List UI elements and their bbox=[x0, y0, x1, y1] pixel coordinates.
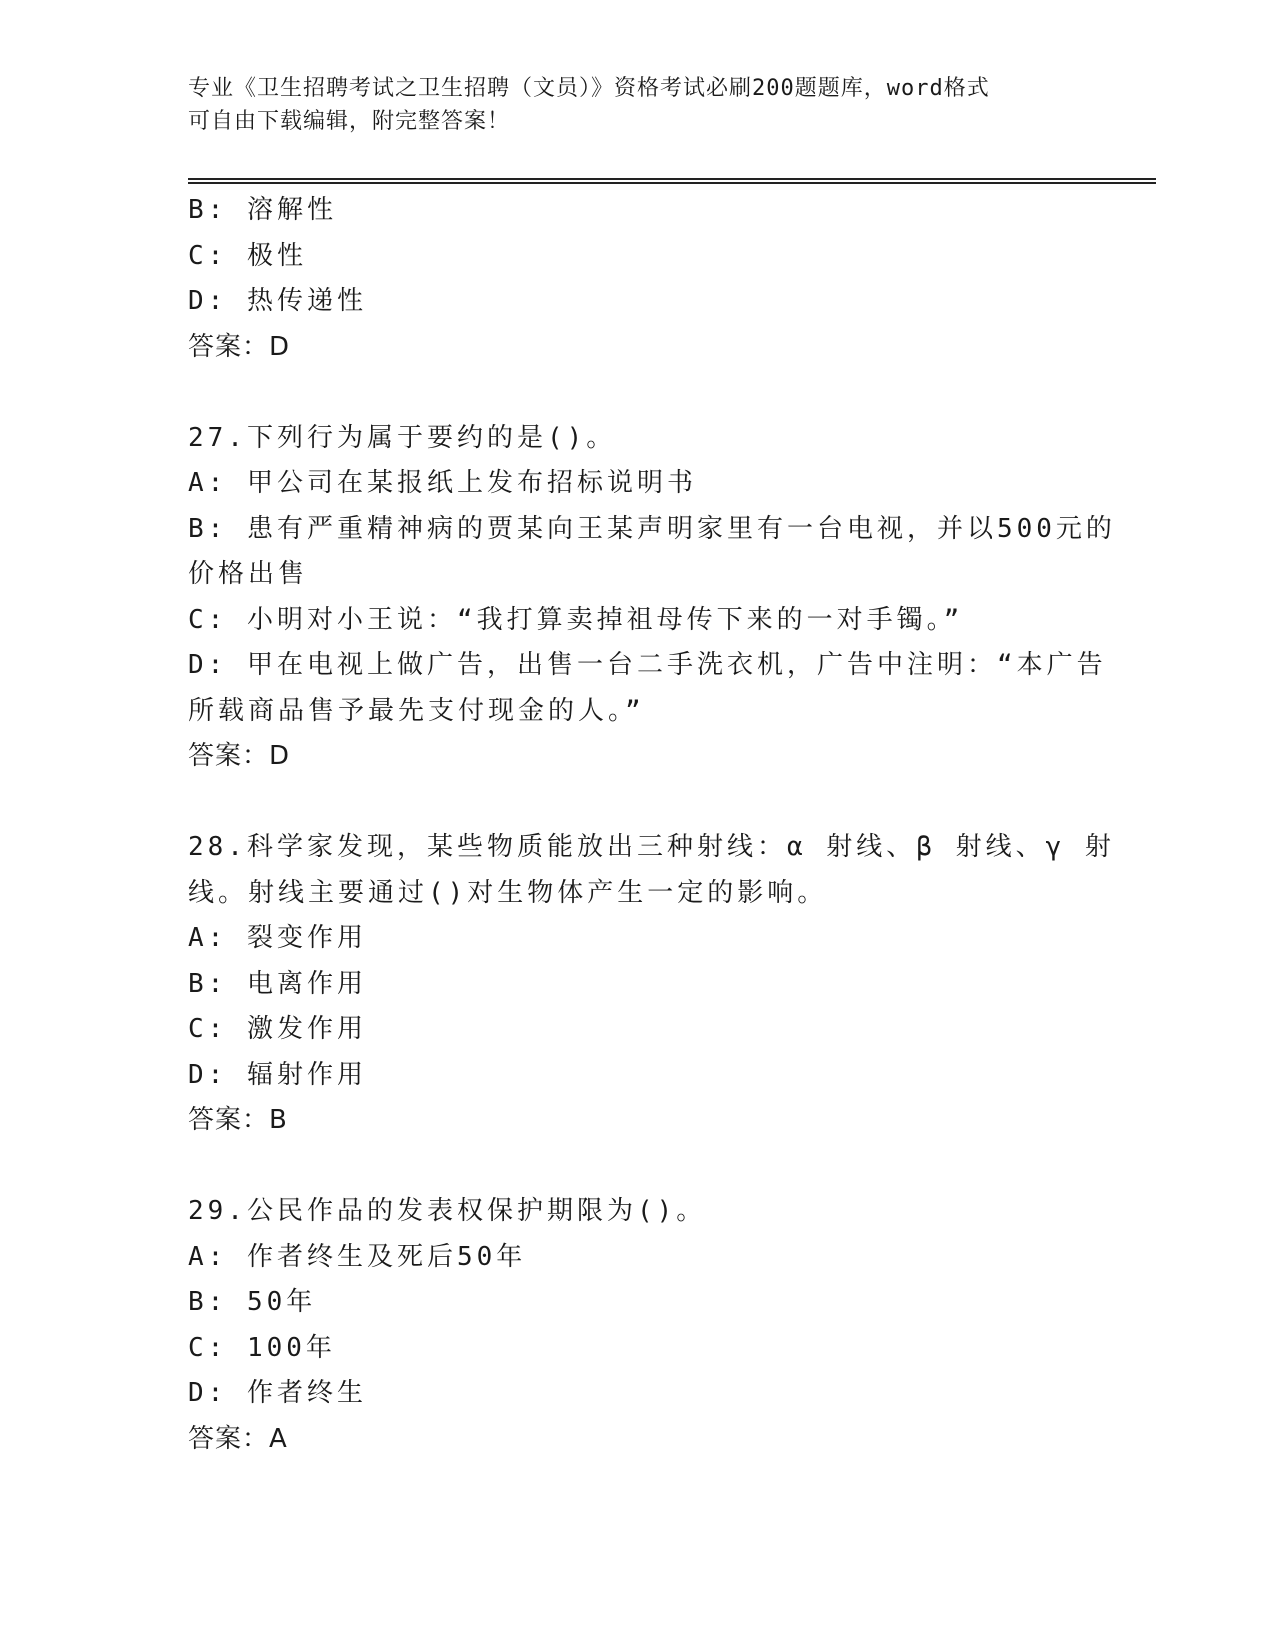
answer: 答案：D bbox=[188, 331, 291, 362]
option-b: B: 溶解性 bbox=[188, 195, 337, 225]
question-list bbox=[188, 188, 1116, 1462]
spacer bbox=[188, 1144, 1088, 1190]
option-b-line-2: 价格出售 bbox=[188, 559, 309, 589]
question-stem-line-1: 28.科学家发现，某些物质能放出三种射线：α 射线、β 射线、γ 射 bbox=[188, 832, 1115, 862]
question-stem: 29.公民作品的发表权保护期限为()。 bbox=[188, 1196, 707, 1226]
header-line-2: 可自由下载编辑，附完整答案！ bbox=[188, 109, 511, 134]
header-line-1: 专业《卫生招聘考试之卫生招聘（文员）》资格考试必刷200题题库，word格式 bbox=[188, 76, 990, 101]
option-b: B: 50年 bbox=[188, 1287, 317, 1317]
option-d-line-2: 所载商品售予最先支付现金的人。” bbox=[188, 695, 645, 726]
spacer bbox=[188, 780, 1088, 826]
option-a: A: 作者终生及死后50年 bbox=[188, 1241, 527, 1272]
option-d: D: 辐射作用 bbox=[188, 1059, 367, 1090]
spacer bbox=[188, 370, 1088, 416]
option-d: D: 作者终生 bbox=[188, 1378, 367, 1408]
question-26-tail bbox=[188, 188, 1088, 370]
question-stem: 27.下列行为属于要约的是()。 bbox=[188, 422, 617, 453]
answer: 答案：A bbox=[188, 1423, 288, 1454]
option-a: A: 裂变作用 bbox=[188, 923, 367, 953]
answer: 答案：D bbox=[188, 741, 291, 771]
option-d: D: 热传递性 bbox=[188, 286, 367, 316]
option-d-line-1: D: 甲在电视上做广告，出售一台二手洗衣机，广告中注明：“本广告 bbox=[188, 650, 1107, 680]
question-27 bbox=[188, 416, 1116, 780]
option-c: C: 激发作用 bbox=[188, 1014, 367, 1044]
question-stem-line-2: 线。射线主要通过()对生物体产生一定的影响。 bbox=[188, 877, 828, 908]
option-c: C: 100年 bbox=[188, 1332, 336, 1363]
option-c: C: 极性 bbox=[188, 240, 307, 271]
option-c: C: 小明对小王说：“我打算卖掉祖母传下来的一对手镯。” bbox=[188, 604, 964, 635]
option-b-line-1: B: 患有严重精神病的贾某向王某声明家里有一台电视，并以500元的 bbox=[188, 513, 1116, 544]
answer: 答案：B bbox=[188, 1105, 288, 1135]
document-header bbox=[188, 72, 1088, 138]
option-b: B: 电离作用 bbox=[188, 968, 367, 999]
header-divider bbox=[188, 178, 1156, 184]
question-28 bbox=[188, 825, 1115, 1144]
question-29 bbox=[188, 1189, 1088, 1462]
option-a: A: 甲公司在某报纸上发布招标说明书 bbox=[188, 468, 697, 498]
